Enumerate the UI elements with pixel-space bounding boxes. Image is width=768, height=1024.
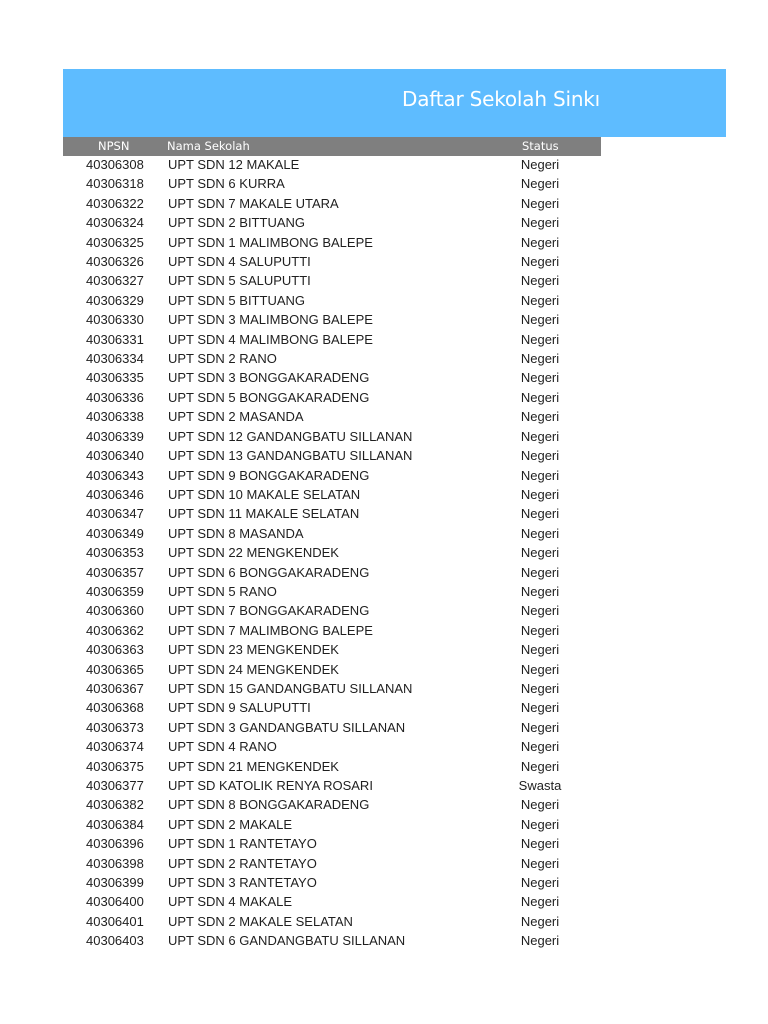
school-name-cell: UPT SDN 6 GANDANGBATU SILLANAN	[168, 933, 406, 949]
school-name-cell: UPT SDN 5 RANO	[168, 583, 277, 599]
npsn-cell: 40306336	[86, 389, 144, 405]
table-row	[63, 719, 601, 738]
npsn-cell: 40306403	[86, 933, 144, 949]
school-name-cell: UPT SDN 8 MASANDA	[168, 525, 304, 541]
school-name-cell: UPT SDN 8 BONGGAKARADENG	[168, 797, 370, 813]
school-name-cell: UPT SDN 7 MAKALE UTARA	[168, 195, 339, 211]
school-name-cell: UPT SDN 22 MENGKENDEK	[168, 545, 339, 561]
npsn-cell: 40306308	[86, 157, 144, 172]
table-row	[63, 234, 601, 253]
table-row	[63, 835, 601, 854]
status-cell: Negeri	[520, 661, 560, 677]
school-name-cell: UPT SDN 12 GANDANGBATU SILLANAN	[168, 428, 413, 444]
status-cell: Negeri	[520, 797, 560, 813]
school-name-cell: UPT SDN 2 MASANDA	[168, 409, 304, 425]
school-name-cell: UPT SDN 3 MALIMBONG BALEPE	[168, 312, 373, 328]
npsn-cell: 40306322	[86, 195, 144, 211]
npsn-cell: 40306327	[86, 273, 144, 289]
status-cell: Negeri	[520, 583, 560, 599]
school-table-body	[63, 156, 601, 952]
school-name-cell: UPT SDN 4 MALIMBONG BALEPE	[168, 331, 373, 347]
school-name-cell: UPT SDN 3 GANDANGBATU SILLANAN	[168, 719, 406, 735]
npsn-cell: 40306353	[86, 545, 144, 561]
status-cell: Negeri	[520, 506, 560, 522]
npsn-cell: 40306347	[86, 506, 144, 522]
table-row	[63, 253, 601, 272]
status-cell: Negeri	[520, 700, 560, 716]
school-name-cell: UPT SDN 3 RANTETAYO	[168, 875, 317, 891]
npsn-cell: 40306374	[86, 739, 144, 755]
status-cell: Negeri	[520, 467, 560, 483]
table-row	[63, 874, 601, 893]
status-cell: Negeri	[520, 157, 560, 172]
npsn-cell: 40306363	[86, 642, 144, 658]
school-name-cell: UPT SDN 24 MENGKENDEK	[168, 661, 339, 677]
status-cell: Negeri	[520, 739, 560, 755]
status-cell: Negeri	[520, 176, 560, 192]
school-name-cell: UPT SDN 5 BONGGAKARADENG	[168, 389, 370, 405]
table-row	[63, 272, 601, 291]
column-header-nama-sekolah: Nama Sekolah	[167, 139, 250, 153]
school-name-cell: UPT SDN 9 SALUPUTTI	[168, 700, 311, 716]
status-cell: Negeri	[520, 448, 560, 464]
status-cell: Negeri	[520, 642, 560, 658]
status-cell: Negeri	[520, 719, 560, 735]
status-cell: Negeri	[520, 254, 560, 270]
npsn-cell: 40306349	[86, 525, 144, 541]
table-row	[63, 602, 601, 621]
table-row	[63, 369, 601, 388]
table-row	[63, 699, 601, 718]
status-cell: Negeri	[520, 913, 560, 929]
status-cell: Negeri	[520, 622, 560, 638]
status-cell: Negeri	[520, 409, 560, 425]
status-cell: Negeri	[520, 680, 560, 696]
status-cell: Negeri	[520, 816, 560, 832]
npsn-cell: 40306329	[86, 292, 144, 308]
npsn-cell: 40306384	[86, 816, 144, 832]
status-cell: Negeri	[520, 486, 560, 502]
school-name-cell: UPT SDN 3 BONGGAKARADENG	[168, 370, 370, 386]
school-name-cell: UPT SDN 5 BITTUANG	[168, 292, 306, 308]
school-name-cell: UPT SDN 7 MALIMBONG BALEPE	[168, 622, 373, 638]
school-name-cell: UPT SDN 5 SALUPUTTI	[168, 273, 311, 289]
npsn-cell: 40306324	[86, 215, 144, 231]
npsn-cell: 40306367	[86, 680, 144, 696]
table-row	[63, 156, 601, 175]
npsn-cell: 40306331	[86, 331, 144, 347]
column-header-npsn: NPSN	[98, 139, 130, 153]
school-name-cell: UPT SD KATOLIK RENYA ROSARI	[168, 778, 373, 793]
status-cell: Negeri	[520, 758, 560, 774]
npsn-cell: 40306398	[86, 855, 144, 871]
table-row	[63, 467, 601, 486]
npsn-cell: 40306362	[86, 622, 144, 638]
npsn-cell: 40306401	[86, 913, 144, 929]
status-cell: Negeri	[520, 195, 560, 211]
table-row	[63, 544, 601, 563]
table-row	[63, 350, 601, 369]
school-name-cell: UPT SDN 21 MENGKENDEK	[168, 758, 339, 774]
school-name-cell: UPT SDN 6 KURRA	[168, 176, 285, 192]
npsn-cell: 40306365	[86, 661, 144, 677]
column-header-status: Status	[522, 139, 559, 153]
school-name-cell: UPT SDN 1 RANTETAYO	[168, 836, 317, 852]
npsn-cell: 40306339	[86, 428, 144, 444]
school-name-cell: UPT SDN 4 RANO	[168, 739, 277, 755]
school-name-cell: UPT SDN 1 MALIMBONG BALEPE	[168, 234, 373, 250]
table-row	[63, 893, 601, 912]
school-name-cell: UPT SDN 15 GANDANGBATU SILLANAN	[168, 680, 413, 696]
table-row	[63, 641, 601, 660]
school-name-cell: UPT SDN 10 MAKALE SELATAN	[168, 486, 361, 502]
status-cell: Negeri	[520, 603, 560, 619]
npsn-cell: 40306343	[86, 467, 144, 483]
status-cell: Negeri	[520, 933, 560, 949]
table-row	[63, 214, 601, 233]
table-row	[63, 855, 601, 874]
school-name-cell: UPT SDN 7 BONGGAKARADENG	[168, 603, 370, 619]
table-row	[63, 447, 601, 466]
status-cell: Negeri	[520, 875, 560, 891]
npsn-cell: 40306400	[86, 894, 144, 910]
npsn-cell: 40306325	[86, 234, 144, 250]
table-row	[63, 738, 601, 757]
status-cell: Negeri	[520, 525, 560, 541]
npsn-cell: 40306330	[86, 312, 144, 328]
table-row	[63, 486, 601, 505]
npsn-cell: 40306357	[86, 564, 144, 580]
status-cell: Negeri	[520, 331, 560, 347]
school-name-cell: UPT SDN 11 MAKALE SELATAN	[168, 506, 360, 522]
school-name-cell: UPT SDN 2 BITTUANG	[168, 215, 306, 231]
table-row	[63, 564, 601, 583]
npsn-cell: 40306368	[86, 700, 144, 716]
status-cell: Negeri	[520, 273, 560, 289]
table-row	[63, 622, 601, 641]
status-cell: Swasta	[518, 778, 562, 793]
status-cell: Negeri	[520, 855, 560, 871]
table-row	[63, 505, 601, 524]
table-row	[63, 913, 601, 932]
school-name-cell: UPT SDN 13 GANDANGBATU SILLANAN	[168, 448, 413, 464]
npsn-cell: 40306346	[86, 486, 144, 502]
table-row	[63, 661, 601, 680]
table-row	[63, 175, 601, 194]
table-row	[63, 680, 601, 699]
table-row	[63, 758, 601, 777]
table-row	[63, 525, 601, 544]
status-cell: Negeri	[520, 370, 560, 386]
npsn-cell: 40306382	[86, 797, 144, 813]
status-cell: Negeri	[520, 215, 560, 231]
status-cell: Negeri	[520, 234, 560, 250]
npsn-cell: 40306375	[86, 758, 144, 774]
npsn-cell: 40306340	[86, 448, 144, 464]
table-row	[63, 932, 601, 951]
npsn-cell: 40306318	[86, 176, 144, 192]
npsn-cell: 40306334	[86, 351, 144, 367]
status-cell: Negeri	[520, 389, 560, 405]
npsn-cell: 40306335	[86, 370, 144, 386]
status-cell: Negeri	[520, 428, 560, 444]
table-row	[63, 292, 601, 311]
npsn-cell: 40306377	[86, 778, 144, 793]
school-name-cell: UPT SDN 12 MAKALE	[168, 157, 300, 172]
title-banner	[63, 69, 726, 137]
npsn-cell: 40306326	[86, 254, 144, 270]
npsn-cell: 40306338	[86, 409, 144, 425]
table-row	[63, 311, 601, 330]
status-cell: Negeri	[520, 312, 560, 328]
npsn-cell: 40306399	[86, 875, 144, 891]
table-row	[63, 428, 601, 447]
page-title: Daftar Sekolah Sinkı	[402, 87, 601, 111]
table-row	[63, 816, 601, 835]
table-row	[63, 408, 601, 427]
status-cell: Negeri	[520, 894, 560, 910]
npsn-cell: 40306359	[86, 583, 144, 599]
table-row	[63, 389, 601, 408]
school-name-cell: UPT SDN 2 MAKALE SELATAN	[168, 913, 353, 929]
table-row	[63, 195, 601, 214]
table-row	[63, 583, 601, 602]
school-name-cell: UPT SDN 2 RANO	[168, 351, 277, 367]
status-cell: Negeri	[520, 545, 560, 561]
school-name-cell: UPT SDN 4 MAKALE	[168, 894, 293, 910]
status-cell: Negeri	[520, 292, 560, 308]
status-cell: Negeri	[520, 564, 560, 580]
school-name-cell: UPT SDN 9 BONGGAKARADENG	[168, 467, 370, 483]
npsn-cell: 40306373	[86, 719, 144, 735]
school-name-cell: UPT SDN 6 BONGGAKARADENG	[168, 564, 370, 580]
school-name-cell: UPT SDN 2 MAKALE	[168, 816, 293, 832]
school-name-cell: UPT SDN 4 SALUPUTTI	[168, 254, 311, 270]
school-name-cell: UPT SDN 2 RANTETAYO	[168, 855, 317, 871]
table-row	[63, 777, 601, 796]
status-cell: Negeri	[520, 836, 560, 852]
npsn-cell: 40306360	[86, 603, 144, 619]
status-cell: Negeri	[520, 351, 560, 367]
school-name-cell: UPT SDN 23 MENGKENDEK	[168, 642, 339, 658]
table-header	[63, 137, 601, 156]
table-row	[63, 331, 601, 350]
table-row	[63, 796, 601, 815]
npsn-cell: 40306396	[86, 836, 144, 852]
